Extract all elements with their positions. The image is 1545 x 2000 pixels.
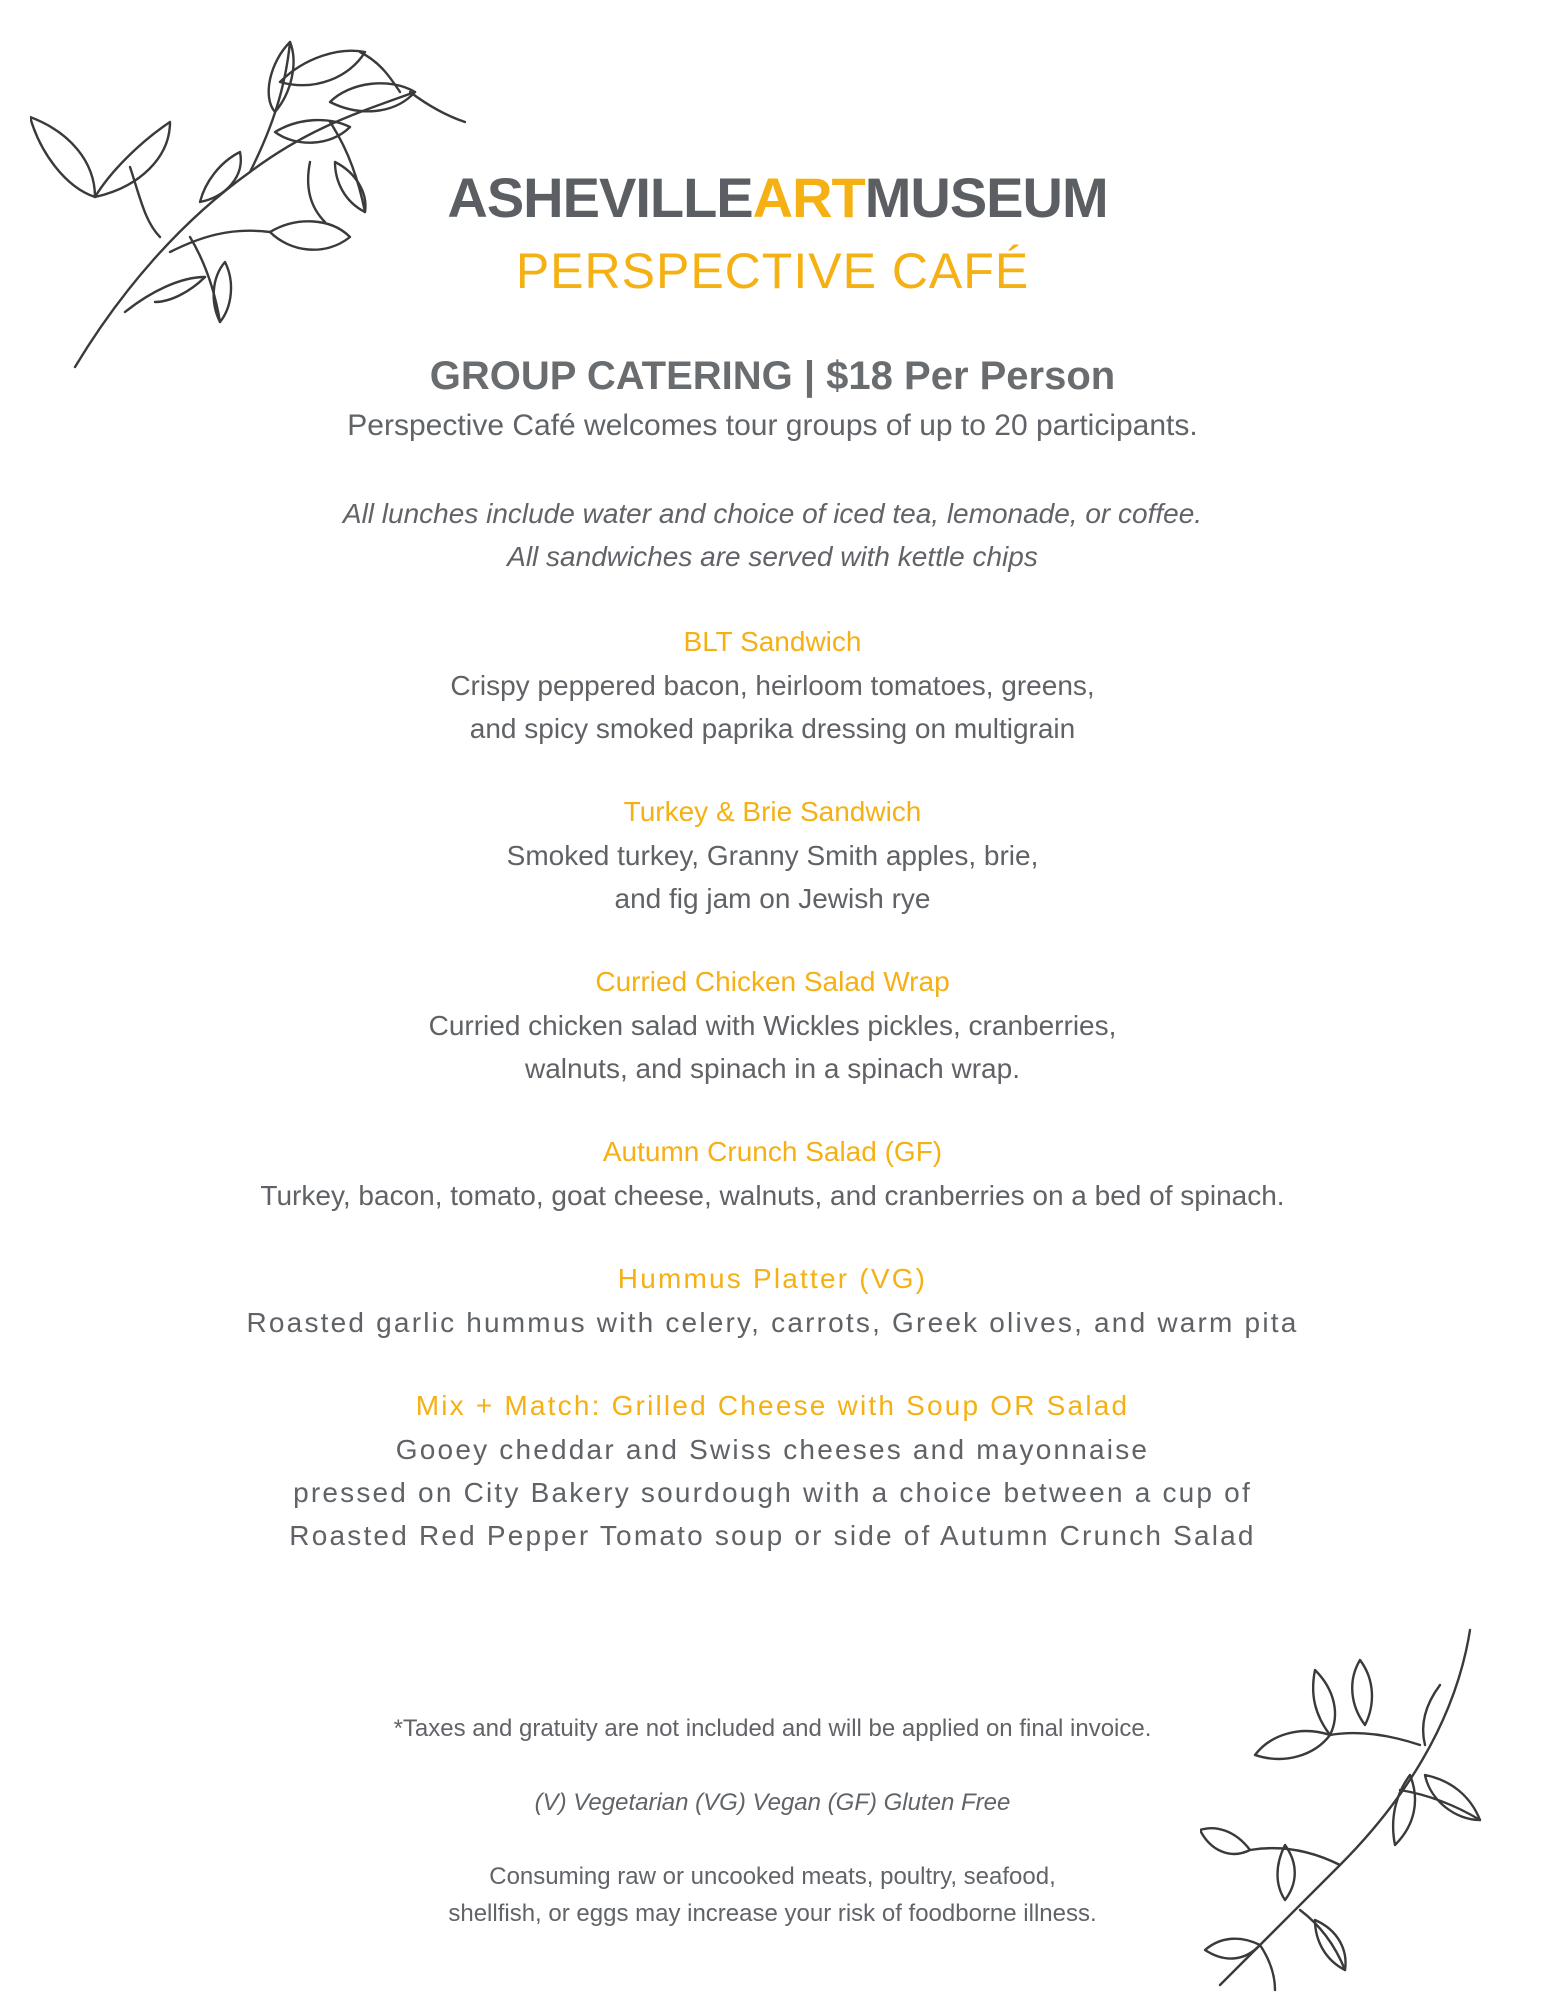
museum-name bbox=[0, 165, 1545, 230]
item-description: Gooey cheddar and Swiss cheeses and mayonnaise bbox=[395, 1434, 1150, 1465]
item-name: Mix + Match: Grilled Cheese with Soup OR Salad bbox=[415, 1390, 1130, 1421]
item-name: Autumn Crunch Salad (GF) bbox=[602, 1136, 943, 1167]
item-description: Roasted garlic hummus with celery, carrots, Greek olives, and warm pita bbox=[246, 1307, 1299, 1338]
item-description: and fig jam on Jewish rye bbox=[614, 883, 931, 914]
catering-intro: Perspective Café welcomes tour groups of up to 20 participants. bbox=[347, 409, 1198, 442]
menu-item-hummus bbox=[0, 1257, 1545, 1344]
menu-content bbox=[0, 352, 1545, 1557]
menu-list bbox=[0, 620, 1545, 1557]
item-description: Turkey, bacon, tomato, goat cheese, walnuts, and cranberries on a bed of spinach. bbox=[260, 1180, 1285, 1211]
item-description: Crispy peppered bacon, heirloom tomatoes, greens, bbox=[450, 670, 1095, 701]
food-warning: shellfish, or eggs may increase your risk of foodborne illness. bbox=[448, 1900, 1097, 1927]
note-line: All sandwiches are served with kettle chips bbox=[507, 541, 1038, 572]
taxes-note: *Taxes and gratuity are not included and will be applied on final invoice. bbox=[393, 1715, 1152, 1742]
footer bbox=[0, 1710, 1545, 1932]
item-description: pressed on City Bakery sourdough with a choice between a cup of bbox=[293, 1477, 1252, 1508]
note-line: All lunches include water and choice of iced tea, lemonade, or coffee. bbox=[342, 498, 1203, 529]
museum-name-part3: MUSEUM bbox=[864, 166, 1108, 229]
cafe-name: PERSPECTIVE CAFÉ bbox=[515, 243, 1030, 299]
item-description: Roasted Red Pepper Tomato soup or side of Autumn Crunch Salad bbox=[289, 1520, 1256, 1551]
museum-name-part1: ASHEVILLE bbox=[447, 166, 753, 229]
food-warning: Consuming raw or uncooked meats, poultry, seafood, bbox=[489, 1863, 1056, 1890]
item-name: Curried Chicken Salad Wrap bbox=[595, 966, 950, 997]
menu-item-autumn-salad bbox=[0, 1130, 1545, 1217]
menu-item-blt bbox=[0, 620, 1545, 750]
catering-notes bbox=[0, 492, 1545, 578]
item-description: Curried chicken salad with Wickles pickles, cranberries, bbox=[428, 1010, 1117, 1041]
menu-item-chicken-wrap bbox=[0, 960, 1545, 1090]
item-description: Smoked turkey, Granny Smith apples, brie, bbox=[506, 840, 1039, 871]
menu-item-turkey-brie bbox=[0, 790, 1545, 920]
dietary-legend: (V) Vegetarian (VG) Vegan (GF) Gluten Free bbox=[534, 1789, 1011, 1816]
item-description: walnuts, and spinach in a spinach wrap. bbox=[525, 1053, 1020, 1084]
menu-item-grilled-cheese bbox=[0, 1384, 1545, 1557]
item-description: and spicy smoked paprika dressing on multigrain bbox=[469, 713, 1076, 744]
item-name: BLT Sandwich bbox=[683, 626, 862, 657]
item-name: Hummus Platter (VG) bbox=[617, 1263, 928, 1294]
catering-heading: GROUP CATERING | $18 Per Person bbox=[429, 354, 1116, 398]
item-name: Turkey & Brie Sandwich bbox=[623, 796, 922, 827]
museum-name-part2: ART bbox=[752, 166, 865, 229]
